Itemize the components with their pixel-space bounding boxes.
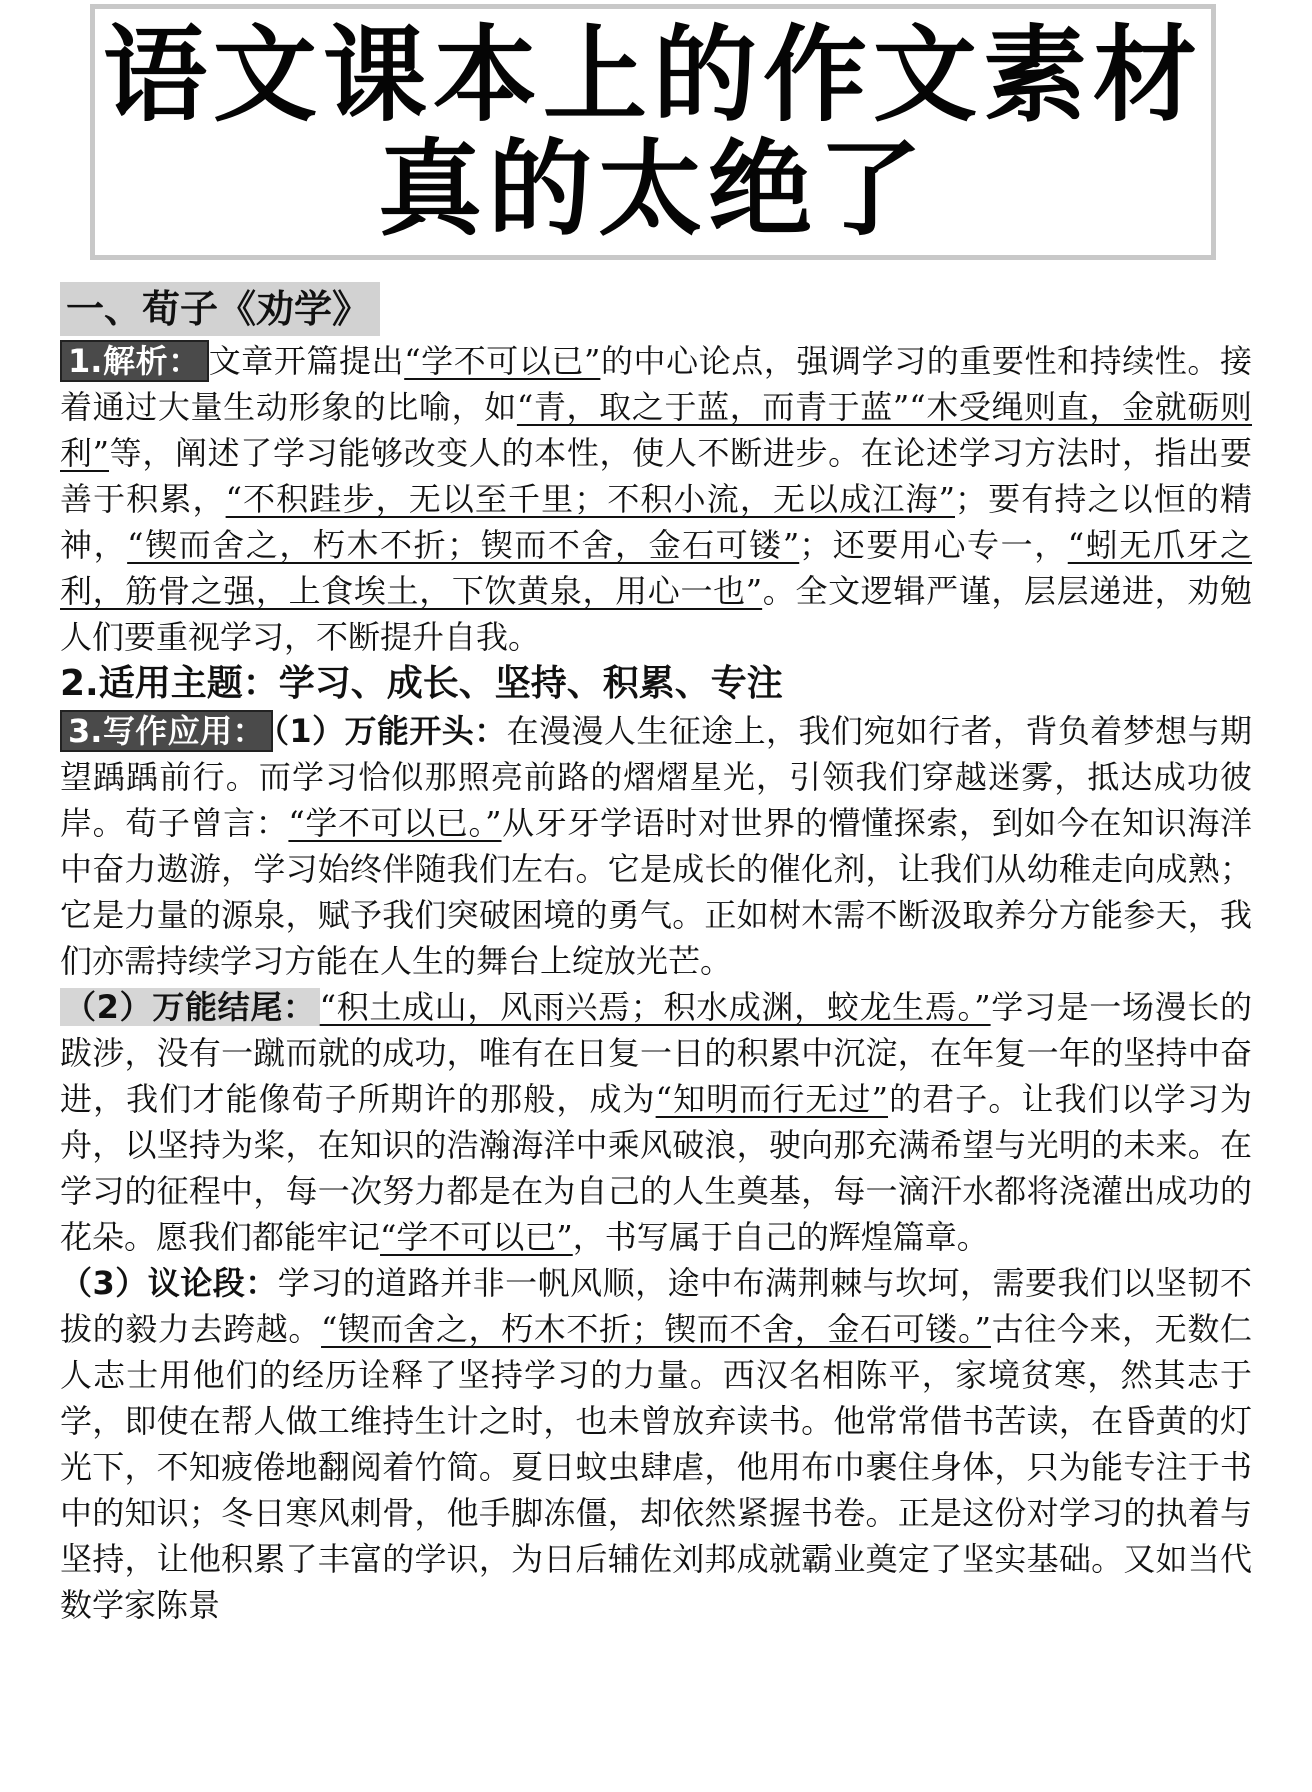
themes-line bbox=[60, 660, 1252, 708]
analysis-paragraph bbox=[60, 338, 1252, 660]
analysis-text-2: 的中心论点，强调学习的重要性和持续性。接着通过大量生动形象的比喻，如 bbox=[60, 342, 1252, 426]
ending-quote-3: “学不可以已” bbox=[380, 1218, 573, 1256]
ending-label: （2）万能结尾： bbox=[60, 988, 320, 1026]
opening-label: （1）万能开头： bbox=[272, 712, 507, 750]
analysis-text-3: 等，阐述了学习能够改变人的本性，使人不断进步。在论述学习方法时，指出要善于积累， bbox=[60, 434, 1252, 518]
argument-label: （3）议论段： bbox=[60, 1264, 278, 1302]
title-line-1: 语文课本上的作文素材 bbox=[102, 14, 1203, 136]
themes-text: 学习、成长、坚持、积累、专注 bbox=[278, 663, 783, 704]
ending-quote-1: “积土成山，风雨兴焉；积水成渊，蛟龙生焉。” bbox=[319, 988, 991, 1026]
analysis-label: 1.解析： bbox=[60, 340, 209, 382]
opening-quote-1: “学不可以已。” bbox=[288, 804, 502, 842]
analysis-text-5: ；还要用心专一， bbox=[799, 526, 1068, 564]
title-box bbox=[90, 4, 1216, 260]
argument-quote-1: “锲而舍之，朽木不折；锲而不舍，金石可镂。” bbox=[321, 1310, 991, 1348]
section-heading: 一、荀子《劝学》 bbox=[60, 282, 380, 336]
analysis-quote-3: “不积跬步，无以至千里；不积小流，无以成江海” bbox=[225, 480, 955, 518]
analysis-text-4: ；要有持之以恒的精神， bbox=[60, 480, 1252, 564]
ending-paragraph bbox=[60, 984, 1252, 1260]
analysis-quote-4: “锲而舍之，朽木不折；锲而不舍，金石可镂” bbox=[127, 526, 800, 564]
ending-text-3: ，书写属于自己的辉煌篇章。 bbox=[572, 1218, 989, 1256]
opening-paragraph bbox=[60, 708, 1252, 984]
themes-label: 2.适用主题： bbox=[60, 663, 279, 704]
analysis-quote-5: “蚓无爪牙之利，筋骨之强，上食埃土，下饮黄泉，用心一也” bbox=[60, 526, 1252, 610]
analysis-text-1: 文章开篇提出 bbox=[208, 342, 405, 380]
ending-text-2: 的君子。让我们以学习为舟，以坚持为桨，在知识的浩瀚海洋中乘风破浪，驶向那充满希望与光明的未来。在学习的征程中，每一次努力都是在为自己的人生奠基，每一滴汗水都将浇灌出成功的花朵。愿我们都能牢记 bbox=[60, 1080, 1252, 1256]
analysis-text-6: 。全文逻辑严谨，层层递进，劝勉人们要重视学习，不断提升自我。 bbox=[60, 572, 1252, 656]
analysis-quote-2: “青，取之于蓝，而青于蓝”“木受绳则直，金就砺则利” bbox=[60, 388, 1252, 472]
title-line-2: 真的太绝了 bbox=[377, 128, 928, 250]
argument-text-1: 学习的道路并非一帆风顺，途中布满荆棘与坎坷，需要我们以坚韧不拔的毅力去跨越。 bbox=[60, 1264, 1252, 1348]
analysis-quote-1: “学不可以已” bbox=[404, 342, 601, 380]
application-label: 3.写作应用： bbox=[60, 710, 273, 752]
opening-text-2: 从牙牙学语时对世界的懵懂探索，到如今在知识海洋中奋力遨游，学习始终伴随我们左右。它是成长的催化剂，让我们从幼稚走向成熟；它是力量的源泉，赋予我们突破困境的勇气。正如树木需不断汲取养分方能参天，我们亦需持续学习方能在人生的舞台上绽放光芒。 bbox=[60, 804, 1252, 980]
opening-text-1: 在漫漫人生征途上，我们宛如行者，背负着梦想与期望踽踽前行。而学习恰似那照亮前路的熠熠星光，引领我们穿越迷雾，抵达成功彼岸。荀子曾言： bbox=[60, 712, 1252, 842]
ending-text-1: 学习是一场漫长的跋涉，没有一蹴而就的成功，唯有在日复一日的积累中沉淀，在年复一年的坚持中奋进，我们才能像荀子所期许的那般，成为 bbox=[60, 988, 1252, 1118]
ending-quote-2: “知明而行无过” bbox=[655, 1080, 888, 1118]
article-body bbox=[60, 282, 1252, 1628]
argument-text-2: 古往今来，无数仁人志士用他们的经历诠释了坚持学习的力量。西汉名相陈平，家境贫寒，然其志于学，即使在帮人做工维持生计之时，也未曾放弃读书。他常常借书苦读，在昏黄的灯光下，不知疲倦地翻阅着竹简。夏日蚊虫肆虐，他用布巾裹住身体，只为能专注于书中的知识；冬日寒风刺骨，他手脚冻僵，却依然紧握书卷。正是这份对学习的执着与坚持，让他积累了丰富的学识，为日后辅佐刘邦成就霸业奠定了坚实基础。又如当代数学家陈景 bbox=[60, 1310, 1252, 1624]
argument-paragraph bbox=[60, 1260, 1252, 1628]
